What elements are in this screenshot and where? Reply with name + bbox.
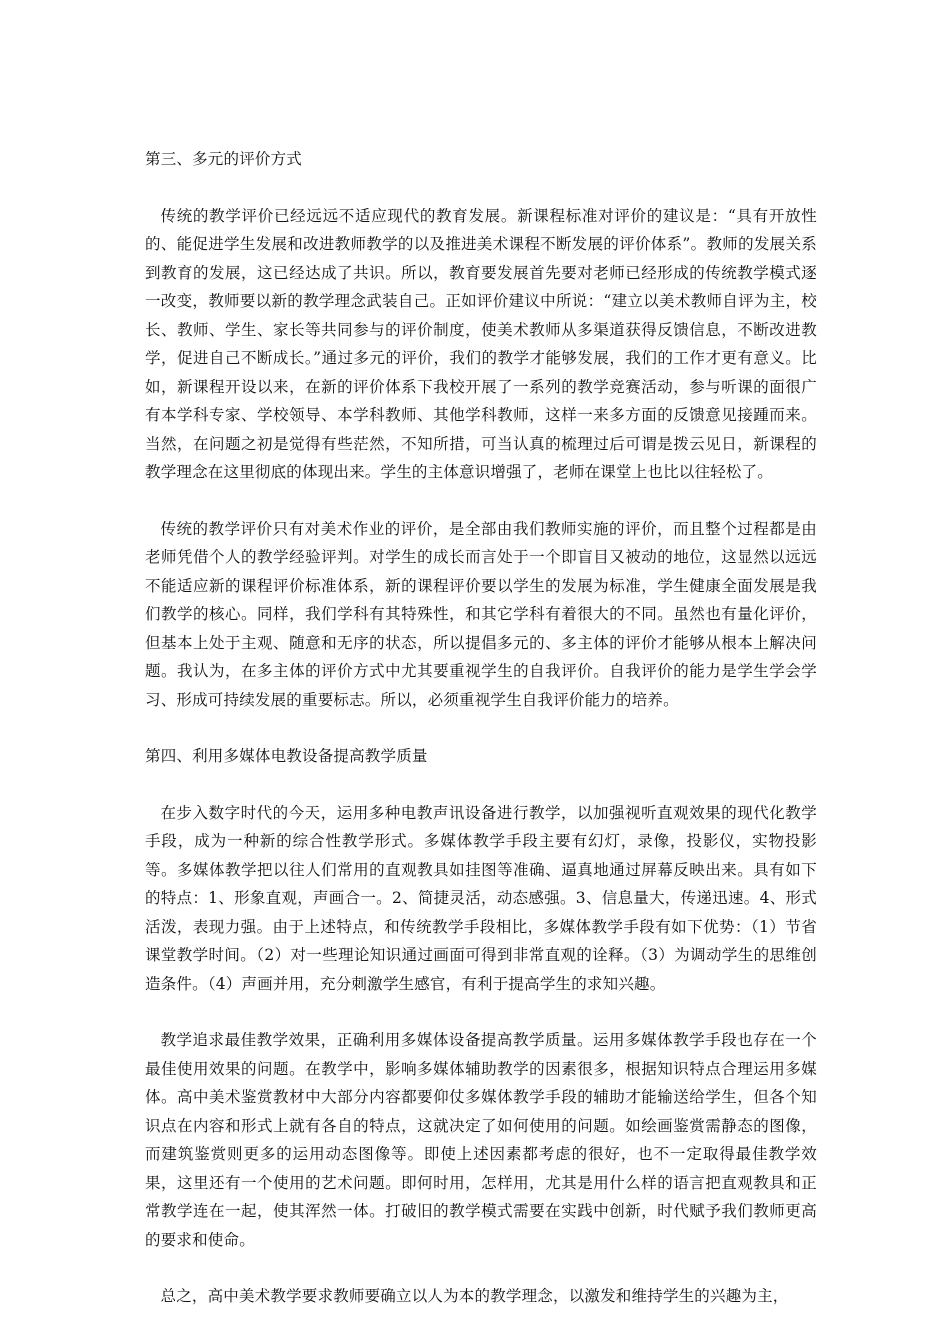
paragraph-gap	[145, 174, 817, 202]
paragraph-gap	[145, 771, 817, 799]
section-3-paragraph-1: 传统的教学评价已经远远不适应现代的教育发展。新课程标准对评价的建议是：“具有开放性的、能促进学生发展和改进教师教学的以及推进美术课程不断发展的评价体系”。教师的发展关系到教育的发展，这已经达成了共识。所以，教育要发展首先要对老师已经形成的传统教学模式逐一改变，教师要以新的教学理念武装自己。正如评价建议中所说：“建立以美术教师自评为主，校长、教师、学生、家长等共同参与的评价制度，使美术教师从多渠道获得反馈信息，不断改进教学，促进自己不断成长。”通过多元的评价，我们的教学才能够发展，我们的工作才更有意义。比如，新课程开设以来，在新的评价体系下我校开展了一系列的教学竞赛活动，参与听课的面很广有本学科专家、学校领导、本学科教师、其他学科教师，这样一来多方面的反馈意见接踵而来。当然，在问题之初是觉得有些茫然，不知所措，可当认真的梳理过后可谓是拨云见日，新课程的教学理念在这里彻底的体现出来。学生的主体意识增强了，老师在课堂上也比以往轻松了。	[145, 206, 817, 481]
section-3-paragraph-2: 传统的教学评价只有对美术作业的评价，是全部由我们教师实施的评价，而且整个过程都是由老师凭借个人的教学经验评判。对学生的成长而言处于一个即盲目又被动的地位，这显然以远远不能适应新的课程评价标准体系，新的课程评价要以学生的发展为标准，学生健康全面发展是我们教学的核心。同样，我们学科有其特殊性，和其它学科有着很大的不同。虽然也有量化评价，但基本上处于主观、随意和无序的状态，所以提倡多元的、多主体的评价才能够从根本上解决问题。我认为，在多主体的评价方式中尤其要重视学生的自我评价。自我评价的能力是学生学会学习、形成可持续发展的重要标志。所以，必须重视学生自我评价能力的培养。	[145, 519, 817, 709]
paragraph-gap	[145, 487, 817, 515]
paragraph-gap	[145, 714, 817, 742]
section-3-heading: 第三、多元的评价方式	[145, 150, 303, 168]
section-4-heading: 第四、利用多媒体电教设备提高教学质量	[145, 747, 428, 765]
section-4-paragraph-3: 总之，高中美术教学要求教师要确立以人为本的教学理念，以激发和维持学生的兴趣为主，	[160, 1287, 789, 1305]
paragraph-gap	[145, 1254, 817, 1282]
document-body	[145, 145, 817, 1311]
paragraph-gap	[145, 998, 817, 1026]
section-4-paragraph-2: 教学追求最佳教学效果，正确利用多媒体设备提高教学质量。运用多媒体教学手段也存在一个最佳使用效果的问题。在教学中，影响多媒体辅助教学的因素很多，根据知识特点合理运用多媒体。高中美术鉴赏教材中大部分内容都要仰仗多媒体教学手段的辅助才能输送给学生，但各个知识点在内容和形式上就有各自的特点，这就决定了如何使用的问题。如绘画鉴赏需静态的图像，而建筑鉴赏则更多的运用动态图像等。即使上述因素都考虑的很好，也不一定取得最佳教学效果，这里还有一个使用的艺术问题。即何时用，怎样用，尤其是用什么样的语言把直观教具和正常教学连在一起，使其浑然一体。打破旧的教学模式需要在实践中创新，时代赋予我们教师更高的要求和使命。	[145, 1031, 817, 1249]
section-4-paragraph-1: 在步入数字时代的今天，运用多种电教声讯设备进行教学，以加强视听直观效果的现代化教学手段，成为一种新的综合性教学形式。多媒体教学手段主要有幻灯，录像，投影仪，实物投影等。多媒体教学把以往人们常用的直观教具如挂图等准确、逼真地通过屏幕反映出来。具有如下的特点：1、形象直观，声画合一。2、简捷灵活，动态感强。3、信息量大，传递迅速。4、形式活泼，表现力强。由于上述特点，和传统教学手段相比，多媒体教学手段有如下优势：（1）节省课堂教学时间。（2）对一些理论知识通过画面可得到非常直观的诠释。（3）为调动学生的思维创造条件。（4）声画并用，充分刺激学生感官，有利于提高学生的求知兴趣。	[145, 803, 817, 993]
